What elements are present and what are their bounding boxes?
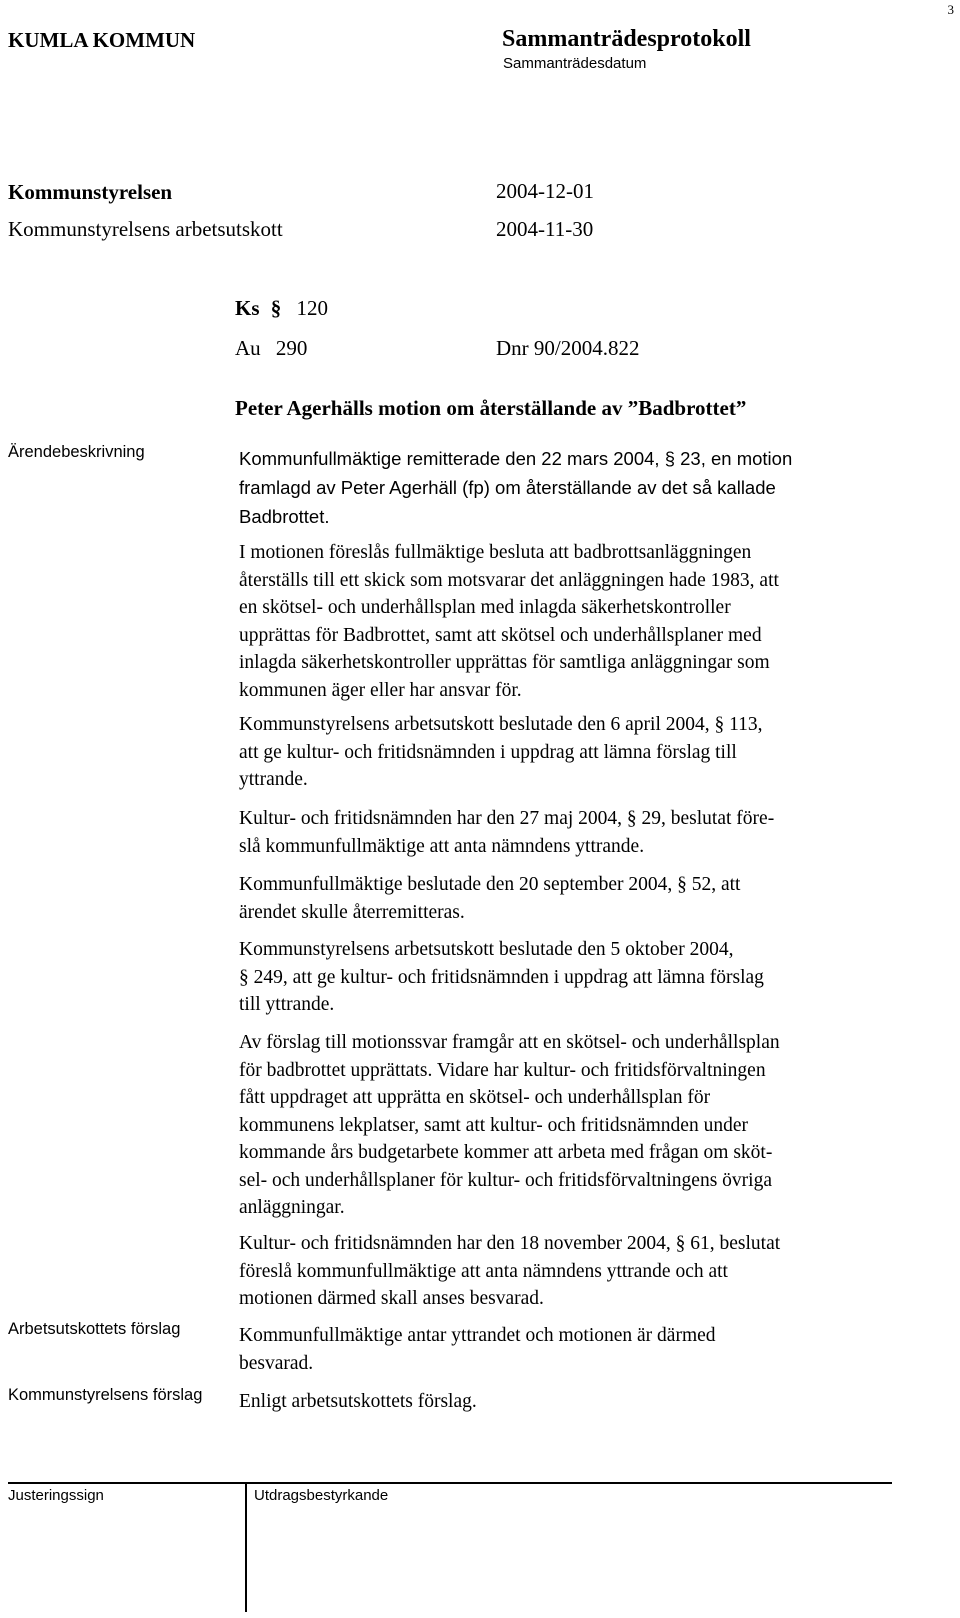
section-symbol: § [270, 296, 282, 320]
au-reference [235, 336, 307, 361]
au-number: 290 [275, 336, 308, 360]
case-title: Peter Agerhälls motion om återställande av ”Badbrottet” [235, 396, 747, 420]
body-date: 2004-12-01 [496, 179, 594, 203]
meeting-date-label: Sammanträdesdatum [503, 55, 647, 72]
ks-proposal-label: Kommunstyrelsens förslag [8, 1386, 203, 1404]
municipality-name: KUMLA KOMMUN [8, 28, 196, 52]
ks-proposal-text: Enligt arbetsutskottets förslag. [239, 1391, 477, 1412]
case-paragraph: Kultur- och fritidsnämnden har den 18 november 2004, § 61, beslutat föreslå kommunfullmäktige att anta nämndens yttrande och att motionen därmed skall anses besvarad. [239, 1233, 781, 1309]
ks-reference [235, 296, 328, 321]
case-paragraph: Kommunstyrelsens arbetsutskott beslutade den 6 april 2004, § 113, att ge kultur- och fritidsnämnden i uppdrag att lämna förslag till yttrande. [239, 714, 763, 790]
au-proposal-label: Arbetsutskottets förslag [8, 1320, 181, 1338]
footer-left-label: Justeringssign [8, 1487, 104, 1504]
case-paragraph: Kultur- och fritidsnämnden har den 27 maj 2004, § 29, beslutat före- slå kommunfullmäktige att anta nämndens yttrande. [239, 808, 775, 857]
footer-vertical-divider [245, 1482, 247, 1612]
body-date: 2004-11-30 [496, 217, 594, 241]
body-name: Kommunstyrelsens arbetsutskott [8, 217, 283, 241]
case-paragraph: Kommunfullmäktige beslutade den 20 september 2004, § 52, att ärendet skulle återremitteras. [239, 874, 741, 923]
au-label: Au [235, 336, 261, 360]
footer-right-label: Utdragsbestyrkande [254, 1487, 389, 1504]
ks-label: Ks [235, 296, 260, 320]
case-paragraph: Kommunfullmäktige remitterade den 22 mars 2004, § 23, en motion framlagd av Peter Agerhäll (fp) om återställande av det så kallade Badbrottet. [239, 448, 793, 527]
ks-number: 120 [296, 296, 329, 320]
diary-number: Dnr 90/2004.822 [496, 336, 640, 360]
case-paragraph: I motionen föreslås fullmäktige besluta att badbrottsanläggningen återställs till ett skick som motsvarar det anläggningen hade 1983, att en skötsel- och underhållsplan med inlagda säkerhetskontroller upprättas för Badbrottet, samt att skötsel och underhållsplaner med inlagda säkerhetskontroller upprättas för samtliga anläggningar som kommunen äger eller har ansvar för. [239, 542, 779, 701]
page-number: 3 [947, 2, 954, 17]
footer-divider [8, 1482, 892, 1484]
case-paragraph: Kommunstyrelsens arbetsutskott beslutade den 5 oktober 2004, § 249, att ge kultur- och fritidsnämnden i uppdrag att lämna förslag till yttrande. [239, 939, 764, 1015]
au-proposal-text: Kommunfullmäktige antar yttrandet och motionen är därmed besvarad. [239, 1325, 716, 1374]
description-label: Ärendebeskrivning [8, 443, 145, 461]
case-paragraph: Av förslag till motionssvar framgår att en skötsel- och underhållsplan för badbrottet upprättats. Vidare har kultur- och fritidsförvaltningen fått uppdraget att upprätta en skötsel- och underhållsplan för kommunens lekplatser, samt att kultur- och fritidsnämnden under kommande års budgetarbete kommer att arbeta med frågan om sköt- sel- och underhållsplaner för kultur- och fritidsförvaltningens övriga anläggningar. [239, 1032, 780, 1218]
document-type: Sammanträdesprotokoll [502, 26, 751, 52]
body-name: Kommunstyrelsen [8, 180, 173, 204]
